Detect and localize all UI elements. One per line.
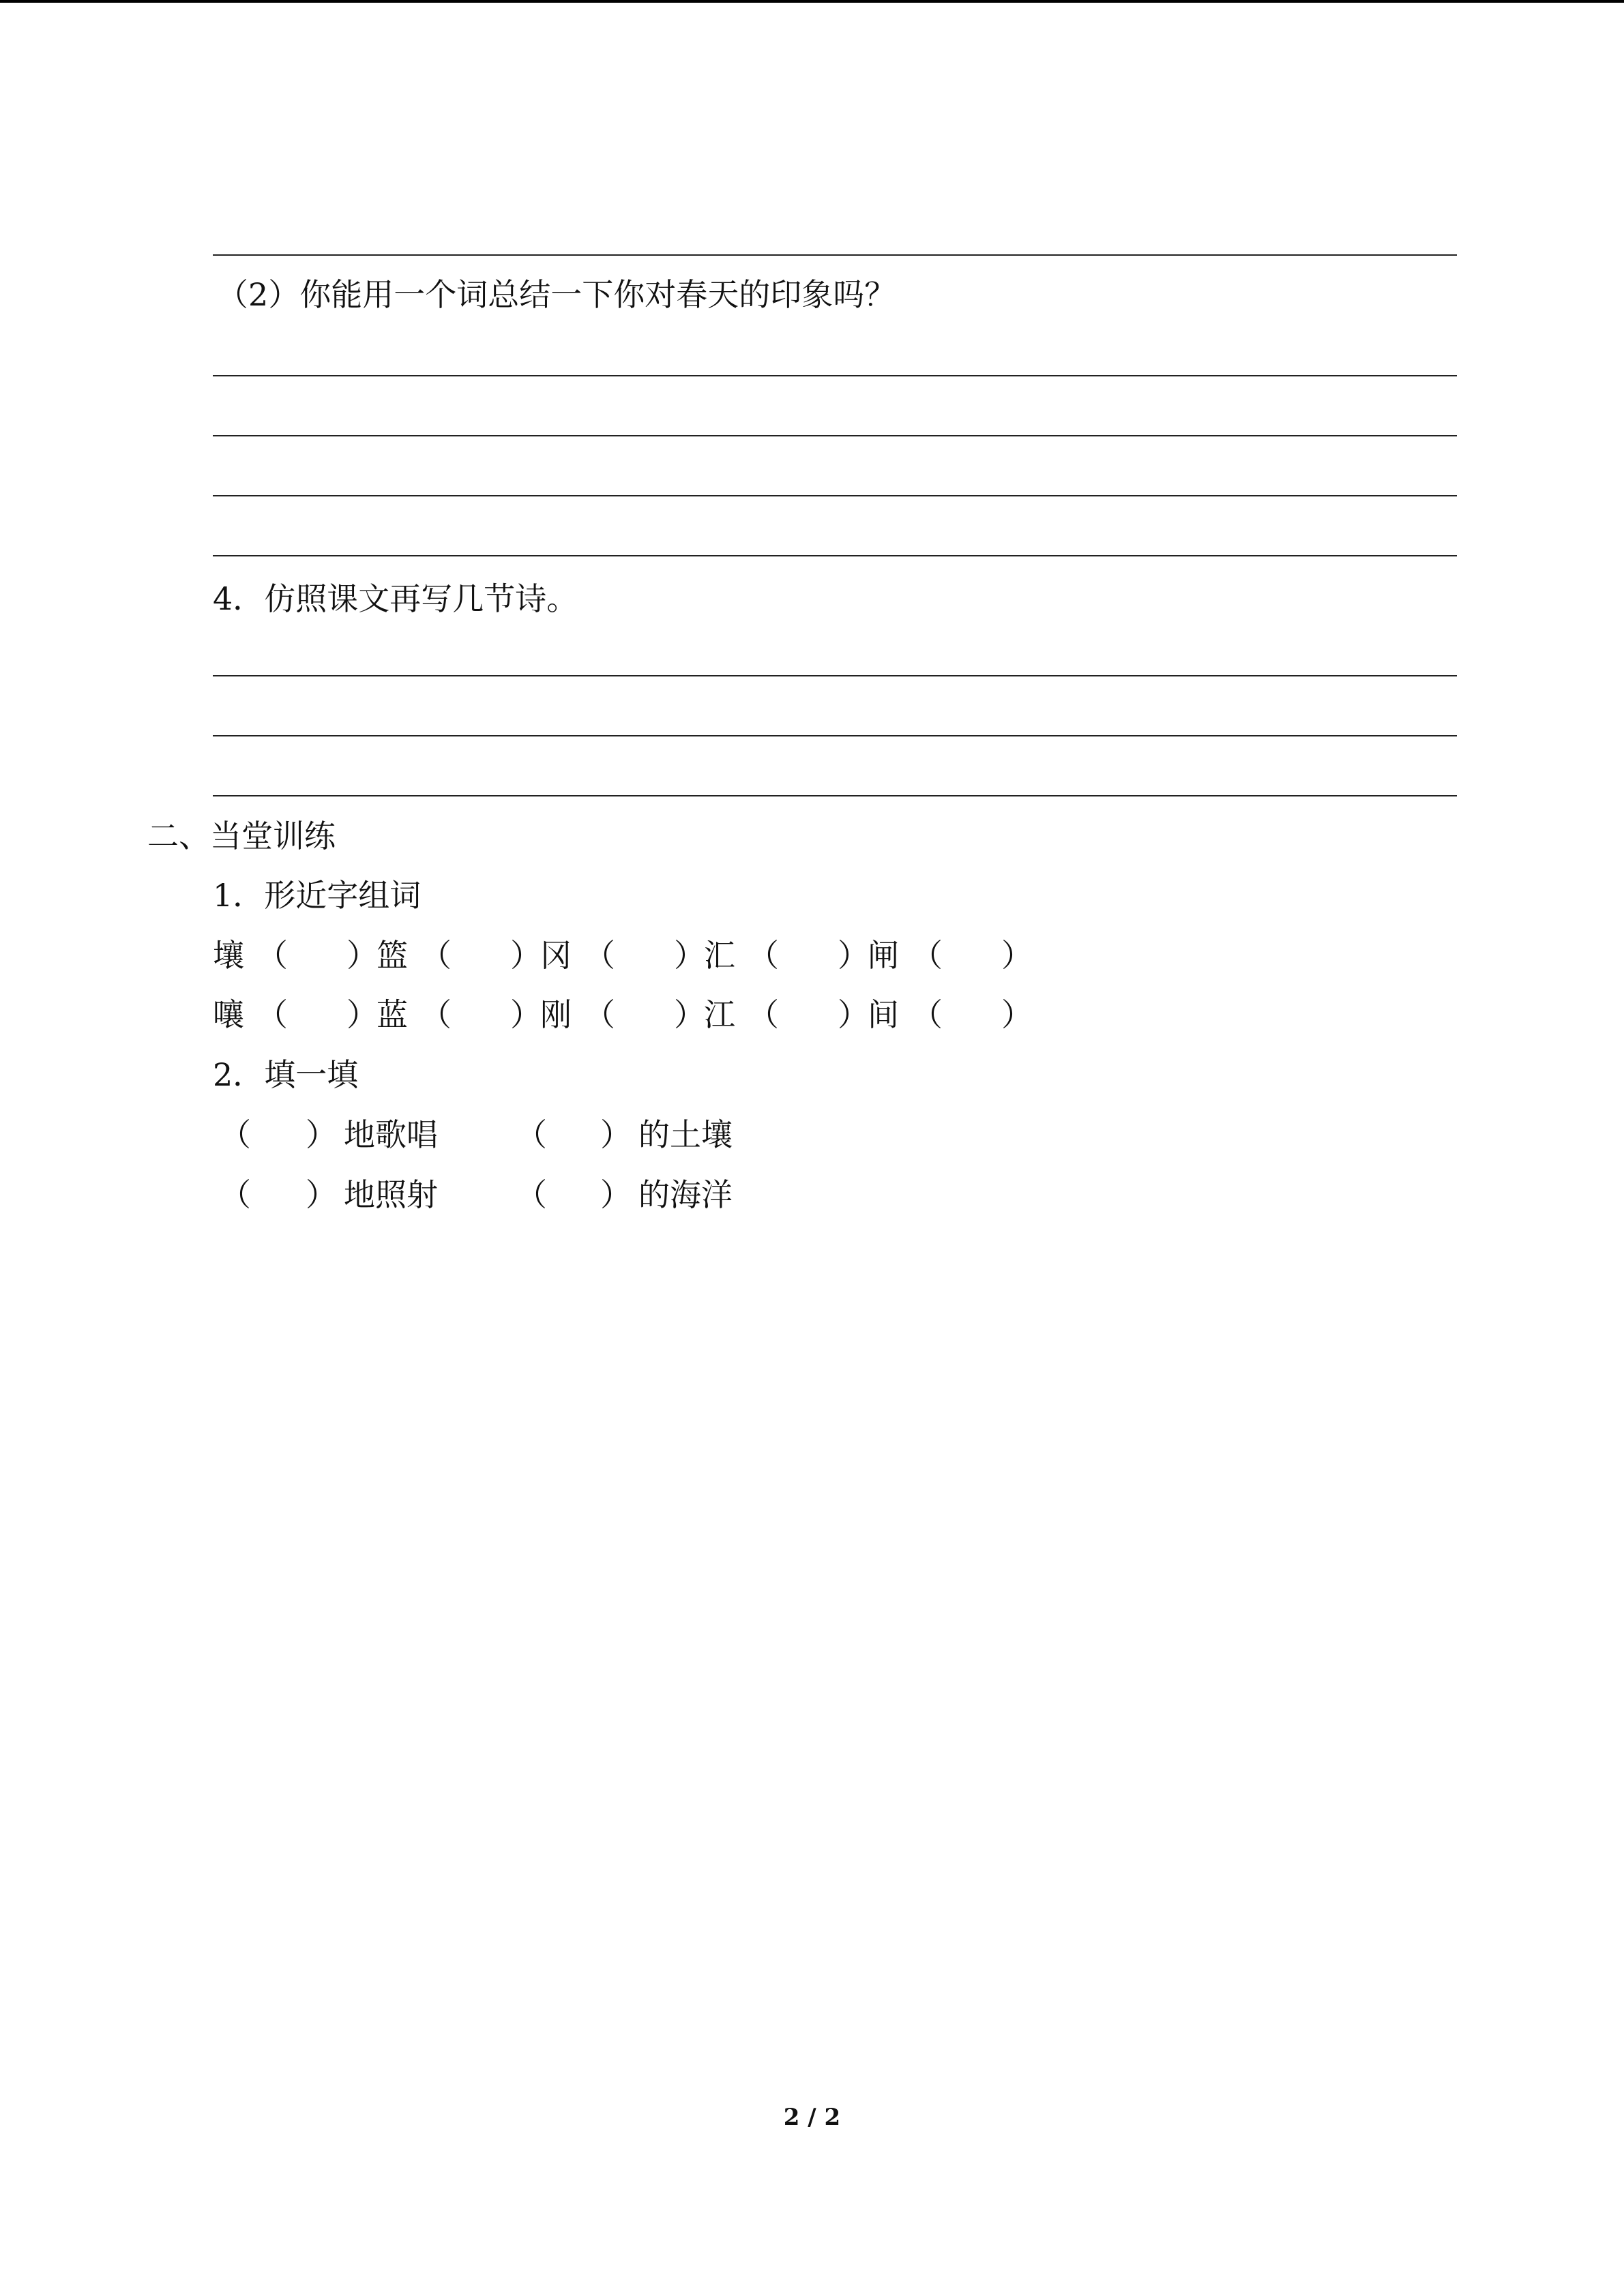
paren-close: ） [838,996,869,1033]
char-item: 嚷 [213,996,244,1033]
paren-close: ） [306,1176,337,1213]
item-1-title: 1．形近字组词 [213,877,422,914]
paren-open: （ [584,937,615,974]
answer-line [213,735,1457,736]
paren-close: ） [600,1116,632,1153]
char-item: 闸 [868,937,899,974]
paren-open: （ [220,1176,251,1213]
paren-open: （ [420,996,452,1033]
paren-close: ） [1001,937,1033,974]
fill-right-text: 的土壤 [638,1116,733,1153]
paren-open: （ [911,996,943,1033]
char-item: 刚 [540,996,572,1033]
paren-close: ） [600,1176,632,1213]
fill-left-text: 地照射 [344,1176,438,1213]
section-2-title: 二、当堂训练 [147,818,336,854]
char-item: 汇 [704,937,735,974]
paren-close: ） [510,937,542,974]
question-4-text: 仿照课文再写几节诗。 [264,580,578,617]
paren-open: （ [748,996,779,1033]
question-3-2: （2）你能用一个词总结一下你对春天的印象吗？ [217,276,896,313]
answer-line [213,795,1457,796]
char-item: 蓝 [377,996,408,1033]
fill-left-text: 地歌唱 [344,1116,438,1153]
answer-line [213,675,1457,676]
paren-open: （ [516,1176,547,1213]
question-4-number: 4． [213,580,265,617]
char-item: 壤 [213,937,244,974]
char-item: 冈 [540,937,572,974]
item-2-title: 2．填一填 [213,1056,359,1093]
paren-close: ） [346,937,378,974]
paren-close: ） [674,937,705,974]
char-item: 篮 [377,937,408,974]
paren-open: （ [256,996,288,1033]
paren-close: ） [838,937,869,974]
paren-open: （ [584,996,615,1033]
paren-close: ） [1001,996,1033,1033]
answer-line [213,555,1457,556]
paren-close: ） [346,996,378,1033]
paren-open: （ [220,1116,251,1153]
paren-open: （ [911,937,943,974]
answer-line [213,495,1457,496]
page-top-border [0,0,1624,3]
paren-close: ） [306,1116,337,1153]
paren-open: （ [420,937,452,974]
answer-line [213,375,1457,376]
paren-close: ） [510,996,542,1033]
page-number: 2 / 2 [783,2104,841,2131]
char-item: 间 [868,996,899,1033]
paren-open: （ [516,1116,547,1153]
question-4 [213,578,578,619]
paren-close: ） [674,996,705,1033]
paren-open: （ [256,937,288,974]
fill-right-text: 的海洋 [638,1176,733,1213]
paren-open: （ [748,937,779,974]
answer-line [213,435,1457,436]
char-item: 江 [704,996,735,1033]
answer-line [213,254,1457,256]
